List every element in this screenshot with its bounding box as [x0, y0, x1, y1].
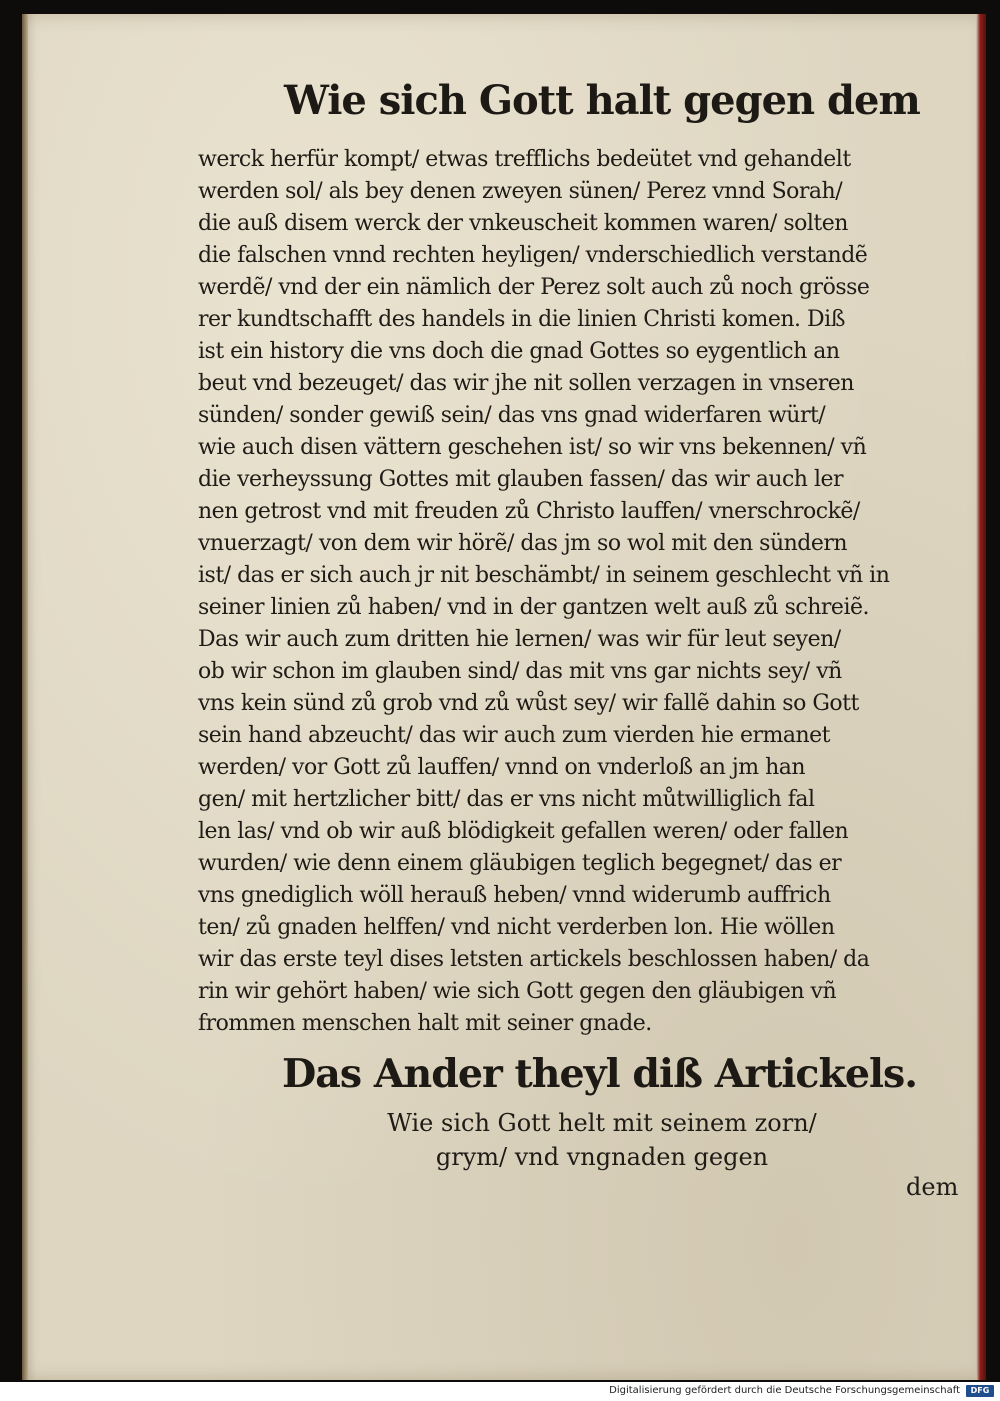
text-line: seiner linien zů haben/ vnd in der gantzen welt auß zů schreiẽ.: [198, 595, 869, 620]
footer-bar: [0, 1382, 1000, 1401]
text-line: sein hand abzeucht/ das wir auch zum vierden hie ermanet: [198, 723, 831, 748]
text-line: wurden/ wie denn einem gläubigen teglich begegnet/ das er: [198, 851, 842, 876]
subheading-line: grym/ vnd vngnaden gegen: [435, 1143, 769, 1171]
text-line: ist/ das er sich auch jr nit beschämbt/ in seinem geschlecht vñ in: [198, 563, 890, 588]
text-line: frommen menschen halt mit seiner gnade.: [198, 1011, 652, 1036]
text-line: vnuerzagt/ von dem wir hörẽ/ das jm so wol mit den sündern: [198, 531, 848, 556]
text-line: werden sol/ als bey denen zweyen sünen/ Perez vnnd Sorah/: [198, 179, 843, 204]
text-line: vns gnediglich wöll herauß heben/ vnnd widerumb auffrich: [198, 883, 831, 908]
text-line: wie auch disen vättern geschehen ist/ so wir vns bekennen/ vñ: [198, 435, 867, 460]
text-line: werdẽ/ vnd der ein nämlich der Perez solt auch zů noch grösse: [198, 275, 870, 300]
red-page-edge: [976, 14, 986, 1380]
text-line: die falschen vnnd rechten heyligen/ vnderschiedlich verstandẽ: [198, 243, 868, 268]
text-line: wir das erste teyl dises letsten artickels beschlossen haben/ da: [198, 947, 870, 972]
funding-credit: Digitalisierung gefördert durch die Deutsche Forschungsgemeinschaft: [609, 1385, 960, 1396]
book-page: [22, 14, 986, 1380]
text-line: werck herfür kompt/ etwas trefflichs bedeütet vnd gehandelt: [198, 147, 851, 172]
text-line: vns kein sünd zů grob vnd zů wůst sey/ wir fallẽ dahin so Gott: [198, 691, 859, 716]
text-line: ist ein history die vns doch die gnad Gottes so eygentlich an: [198, 339, 840, 364]
text-line: werden/ vor Gott zů lauffen/ vnnd on vnderloß an jm han: [198, 755, 806, 780]
text-line: beut vnd bezeuget/ das wir jhe nit sollen verzagen in vnseren: [198, 371, 854, 396]
text-line: Das wir auch zum dritten hie lernen/ was wir für leut seyen/: [198, 627, 841, 652]
text-line: rer kundtschafft des handels in die linien Christi komen. Diß: [198, 307, 845, 332]
running-head: Wie sich Gott halt gegen dem: [284, 77, 920, 124]
text-line: die auß disem werck der vnkeuscheit kommen waren/ solten: [198, 211, 848, 236]
text-line: nen getrost vnd mit freuden zů Christo lauffen/ vnerschrockẽ/: [198, 499, 860, 524]
text-line: rin wir gehört haben/ wie sich Gott gegen den gläubigen vñ: [198, 979, 837, 1004]
subheading: [322, 1106, 882, 1174]
text-line: sünden/ sonder gewiß sein/ das vns gnad widerfaren würt/: [198, 403, 826, 428]
section-heading: Das Ander theyl diß Artickels.: [282, 1051, 917, 1097]
spine-edge: [22, 14, 28, 1380]
text-line: ob wir schon im glauben sind/ das mit vns gar nichts sey/ vñ: [198, 659, 842, 684]
text-line: die verheyssung Gottes mit glauben fassen/ das wir auch ler: [198, 467, 844, 492]
text-line: ten/ zů gnaden helffen/ vnd nicht verderben lon. Hie wöllen: [198, 915, 835, 940]
catchword: dem: [906, 1173, 959, 1201]
text-line: len las/ vnd ob wir auß blödigkeit gefallen weren/ oder fallen: [198, 819, 849, 844]
text-line: gen/ mit hertzlicher bitt/ das er vns nicht můtwilliglich fal: [198, 787, 815, 812]
subheading-line: Wie sich Gott helt mit seinem zorn/: [387, 1109, 817, 1137]
body-text: [198, 144, 968, 1040]
dfg-logo: DFG: [966, 1385, 994, 1397]
